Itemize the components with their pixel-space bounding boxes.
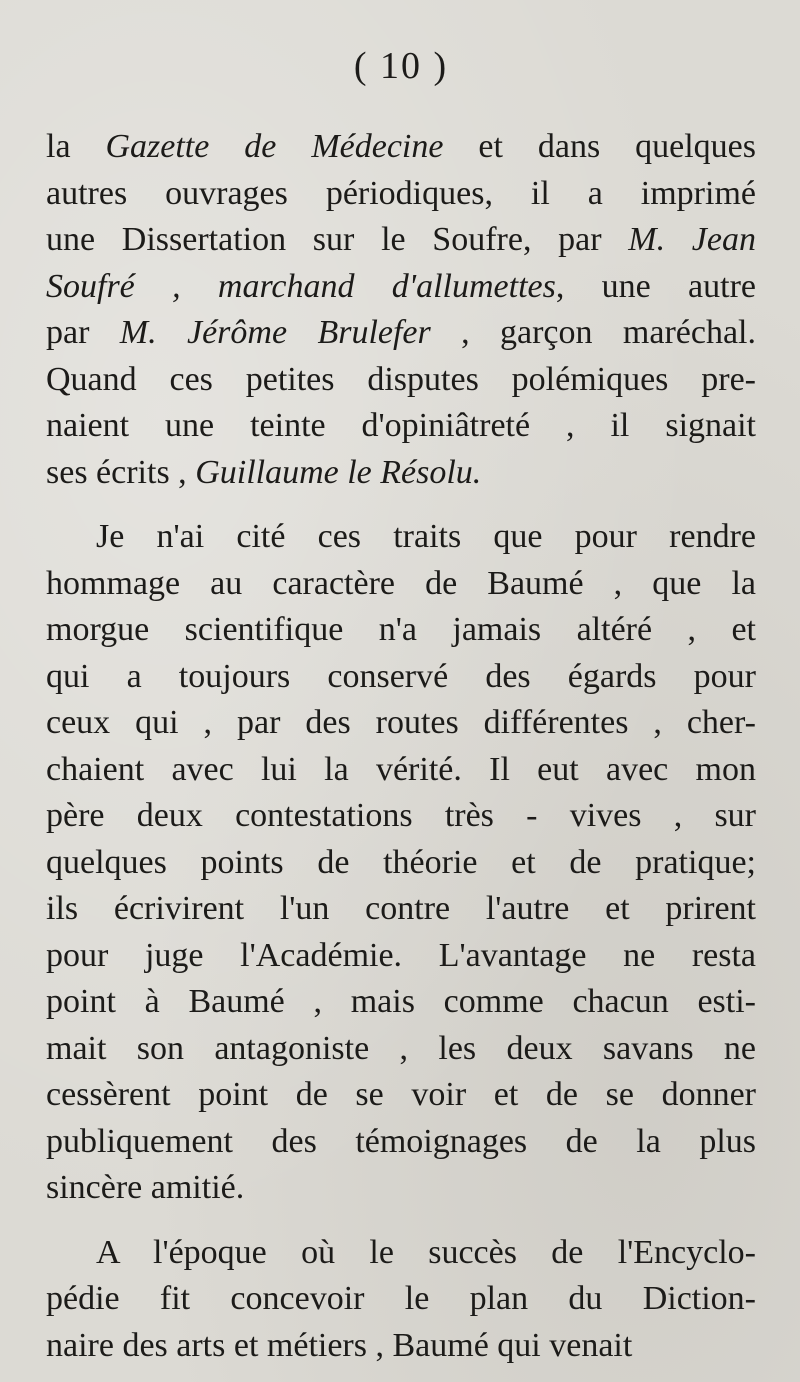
text-span: par (46, 314, 120, 351)
text-span: Quand ces petites disputes polémiques pre- (46, 360, 756, 398)
text-span: naient une teinte d'opiniâtreté , il signait (46, 407, 756, 444)
text-line (46, 124, 756, 171)
text-span: pour juge l'Académie. L'avantage ne resta (46, 936, 756, 974)
text-line (46, 1323, 756, 1370)
text-span: ils écrivirent l'un contre l'autre et prirent (46, 890, 756, 927)
italic-text: Guillaume le Résolu. (195, 453, 482, 491)
text-line (46, 1165, 756, 1212)
text-line (46, 840, 756, 887)
text-line (46, 747, 756, 794)
text-line (46, 886, 756, 933)
text-line (46, 979, 756, 1026)
italic-text: Gazette de Médecine (105, 128, 444, 165)
text-span: la (46, 128, 106, 165)
text-span: hommage au caractère de Baumé , que la (46, 564, 756, 602)
text-span: publiquement des témoignages de la plus (46, 1122, 756, 1160)
italic-text: M. Jean (628, 221, 756, 258)
text-span: sincère amitié. (46, 1169, 245, 1206)
text-span: père deux contestations très - vives , sur (46, 797, 756, 834)
text-span: ceux qui , par des routes différentes , cher- (46, 704, 756, 741)
text-line (46, 1230, 756, 1277)
text-line (46, 171, 756, 218)
text-span: pédie fit concevoir le plan du Diction- (46, 1280, 756, 1317)
text-span: et dans quelques (443, 128, 756, 165)
text-span: autres ouvrages périodiques, il a imprimé (46, 174, 756, 212)
text-span: mait son antagoniste , les deux savans ne (46, 1029, 756, 1067)
text-line (46, 1072, 756, 1119)
text-line (46, 310, 756, 357)
text-span: A l'époque où le succès de l'Encyclo- (96, 1233, 756, 1271)
text-span: naire des arts et métiers , Baumé qui venait (46, 1326, 633, 1364)
paragraph (46, 124, 756, 496)
italic-text: M. Jérôme Brulefer (119, 314, 431, 351)
text-span: cessèrent point de se voir et de se donner (46, 1076, 756, 1113)
text-line (46, 654, 756, 701)
text-line (46, 357, 756, 404)
text-line (46, 700, 756, 747)
text-line (46, 1119, 756, 1166)
italic-text: Soufré , marchand d'allumettes (46, 267, 556, 305)
text-line (46, 561, 756, 608)
text-line (46, 793, 756, 840)
text-span: ses écrits , (46, 453, 196, 491)
text-line (46, 1026, 756, 1073)
text-line (46, 403, 756, 450)
text-span: chaient avec lui la vérité. Il eut avec mon (46, 750, 756, 788)
paragraph (46, 514, 756, 1212)
text-span: une Dissertation sur le Soufre, par (46, 221, 629, 258)
text-line (46, 607, 756, 654)
page-number: ( 10 ) (353, 45, 449, 87)
text-line (46, 217, 756, 264)
text-span: quelques points de théorie et de pratique; (46, 843, 756, 881)
body-text (46, 124, 756, 1369)
text-line (46, 1276, 756, 1323)
text-line (46, 514, 756, 561)
book-page (46, 36, 756, 1366)
text-span: Je n'ai cité ces traits que pour rendre (96, 518, 756, 555)
paragraph (46, 1230, 756, 1370)
text-span: qui a toujours conservé des égards pour (46, 657, 756, 695)
text-line (46, 264, 756, 311)
text-line (46, 450, 756, 497)
text-span: morgue scientifique n'a jamais altéré , et (46, 611, 756, 648)
text-span: point à Baumé , mais comme chacun esti- (46, 983, 756, 1020)
text-span: , une autre (555, 267, 757, 305)
text-line (46, 933, 756, 980)
text-span: , garçon maréchal. (430, 314, 756, 351)
